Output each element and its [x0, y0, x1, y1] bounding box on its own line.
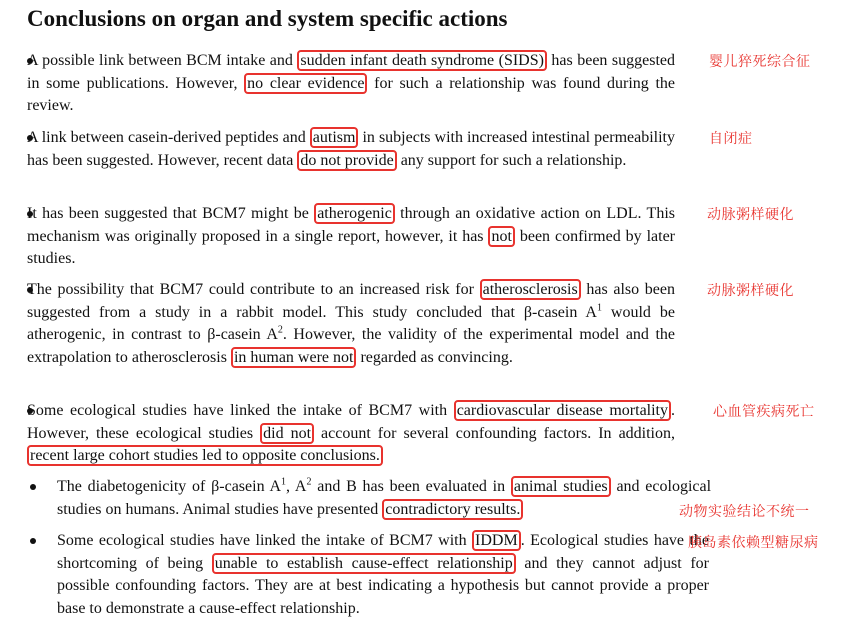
highlighted-phrase: not [488, 226, 514, 247]
page-title: Conclusions on organ and system specific actions [27, 6, 508, 31]
text-segment: The possibility that BCM7 could contribute to an increased risk for [27, 281, 480, 298]
text-segment: . However, the validity of the experimental model and the extrapolation to atherosclerosis [27, 326, 675, 366]
highlighted-phrase: autism [310, 127, 359, 148]
text-segment: regarded as convincing. [356, 348, 513, 366]
highlighted-phrase: no clear evidence [244, 73, 367, 94]
text-segment: . Ecological studies have the shortcoming of being [57, 532, 709, 572]
text-segment: and ecological studies on humans. Animal studies have presented [57, 478, 712, 518]
highlighted-phrase: cardiovascular disease mortality [454, 400, 671, 421]
text-segment: A possible link between BCM intake and [27, 52, 298, 69]
text-segment: has also been suggested from a study in a rabbit model. This study concluded that β-casein A [27, 281, 676, 321]
highlighted-phrase: sudden infant death syndrome (SIDS) [297, 50, 547, 71]
highlighted-phrase: contradictory results. [382, 499, 523, 520]
highlighted-phrase: atherogenic [314, 203, 395, 224]
paragraph-diabetogenicity [57, 476, 711, 521]
text-segment: and B has been evaluated in [311, 478, 511, 495]
highlighted-phrase: atherosclerosis [480, 279, 581, 300]
highlighted-phrase: IDDM [472, 530, 521, 551]
annotation-atherosclerosis: 动脉粥样硬化 [707, 283, 794, 299]
annotation-atherogenic: 动脉粥样硬化 [707, 207, 794, 223]
text-segment: for such a relationship was found during the review. [27, 74, 676, 115]
text-segment: any support for such a relationship. [396, 151, 627, 169]
text-segment: in subjects with increased intestinal permeability has been suggested. However, recent data [27, 129, 675, 169]
text-segment: through an oxidative action on LDL. This mechanism was originally proposed in a single report, however, it has [27, 205, 676, 245]
text-segment: would be atherogenic, in contrast to β-casein A [27, 303, 675, 344]
text-segment: account for several confounding factors. In addition, [314, 424, 676, 442]
highlighted-phrase: recent large cohort studies led to opposite conclusions. [27, 445, 383, 466]
highlighted-phrase: unable to establish cause-effect relationship [212, 553, 516, 574]
highlighted-phrase: did not [260, 423, 314, 444]
annotation-diabetogenicity: 动物实验结论不统一 [679, 504, 810, 520]
highlighted-phrase: in human were not [231, 347, 357, 368]
annotation-autism: 自闭症 [709, 131, 753, 147]
paragraph-iddm [57, 530, 709, 620]
superscript: 1 [596, 302, 602, 314]
annotation-iddm: 胰岛素依赖型糖尿病 [688, 535, 819, 551]
bullet-icon [30, 484, 36, 490]
paragraph-atherogenic [27, 203, 675, 271]
text-segment: The diabetogenicity of β-casein A [57, 478, 282, 495]
text-segment: Some ecological studies have linked the intake of BCM7 with [57, 532, 473, 549]
text-segment: . However, these ecological studies [27, 402, 676, 442]
paragraph-sids [27, 50, 675, 118]
superscript: 2 [277, 324, 283, 336]
paragraph-autism [27, 127, 675, 172]
text-segment: A link between casein-derived peptides and [27, 129, 310, 146]
highlighted-phrase: do not provide [297, 150, 396, 171]
annotation-cardiovascular: 心血管疾病死亡 [713, 404, 815, 420]
text-segment: Some ecological studies have linked the intake of BCM7 with [27, 402, 454, 419]
paragraph-cardiovascular [27, 400, 675, 468]
superscript: 1 [281, 476, 287, 488]
text-segment: , A [286, 478, 307, 495]
superscript: 2 [306, 476, 312, 488]
text-segment: It has been suggested that BCM7 might be [27, 205, 315, 222]
highlighted-phrase: animal studies [511, 476, 611, 497]
text-segment: and they cannot adjust for possible confounding factors. They are at best indicating a hypothesis but cannot provide a proper base to demonstrate a cause-effect relationship. [57, 554, 709, 617]
annotation-sids: 婴儿猝死综合征 [709, 54, 811, 70]
paragraph-atherosclerosis [27, 279, 675, 369]
text-segment: has been suggested in some publications. However, [27, 52, 676, 92]
text-segment: been confirmed by later studies. [27, 227, 676, 268]
bullet-icon [30, 538, 36, 544]
